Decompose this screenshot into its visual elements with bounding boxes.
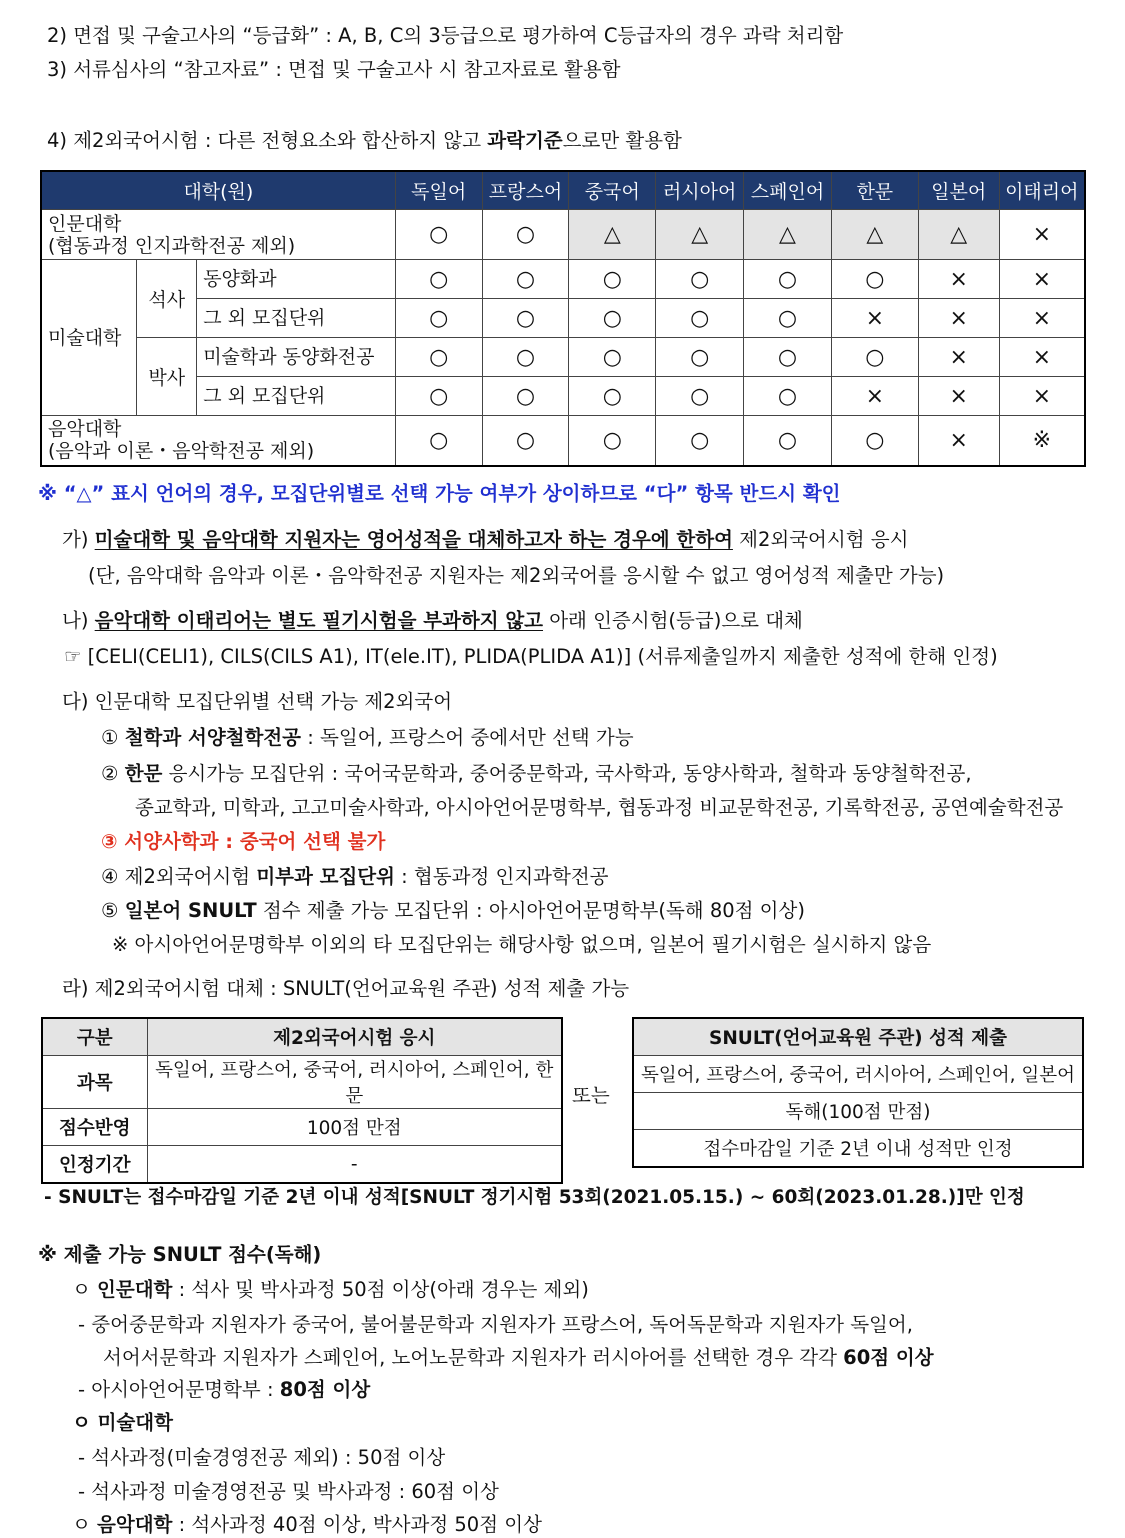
table-row: 그 외 모집단위 ○ ○ ○ ○ ○ × × × xyxy=(41,377,1085,416)
header-japanese: 일본어 xyxy=(918,171,999,210)
or-label: 또는 xyxy=(572,1084,610,1107)
note-na-sub: ☞ [CELI(CELI1), CILS(CILS A1), IT(ele.IT), PLIDA(PLIDA A1)] (서류제출일까지 제출한 성적에 한해 인정) xyxy=(64,645,998,668)
header-italian: 이태리어 xyxy=(999,171,1085,210)
header-russian: 러시아어 xyxy=(656,171,744,210)
header-french: 프랑스어 xyxy=(482,171,569,210)
table-row: 과목 독일어, 프랑스어, 중국어, 러시아어, 스페인어, 한문 xyxy=(42,1056,562,1109)
exam-header-exam: 제2외국어시험 응시 xyxy=(147,1018,562,1056)
art-masters: 석사 xyxy=(137,260,197,338)
note-na: 나) 음악대학 이태리어는 별도 필기시험을 부과하지 않고 아래 인증시험(등급)으로 대체 xyxy=(62,609,803,632)
table-row: 독해(100점 만점) xyxy=(633,1093,1083,1130)
note-da-4: ④ 제2외국어시험 미부과 모집단위 : 협동과정 인지과학전공 xyxy=(101,865,609,888)
language-table xyxy=(40,170,1086,467)
intro-line-2: 2) 면접 및 구술고사의 “등급화” : A, B, C의 3등급으로 평가하여 C등급자의 경우 과락 처리함 xyxy=(47,24,844,47)
snult-art-detail-1: - 석사과정(미술경영전공 제외) : 50점 이상 xyxy=(78,1446,446,1469)
table-row: 그 외 모집단위 ○ ○ ○ ○ ○ × × × xyxy=(41,299,1085,338)
note-da-5-sub: ※ 아시아언어문명학부 이외의 타 모집단위는 해당사항 없으며, 일본어 필기시험은 실시하지 않음 xyxy=(112,933,932,956)
note-da-1: ① 철학과 서양철학전공 : 독일어, 프랑스어 중에서만 선택 가능 xyxy=(101,726,634,749)
intro-line-3: 3) 서류심사의 “참고자료” : 면접 및 구술고사 시 참고자료로 활용함 xyxy=(47,58,621,81)
header-chinese: 중국어 xyxy=(569,171,656,210)
snult-table xyxy=(632,1017,1084,1168)
intro-line-4: 4) 제2외국어시험 : 다른 전형요소와 합산하지 않고 과락기준으로만 활용함 xyxy=(47,129,682,152)
note-ga: 가) 미술대학 및 음악대학 지원자는 영어성적을 대체하고자 하는 경우에 한하여 제2외국어시험 응시 xyxy=(62,528,909,551)
snult-validity: - SNULT는 접수마감일 기준 2년 이내 성적[SNULT 정기시험 53회(2021.05.15.) ~ 60회(2023.01.28.)]만 인정 xyxy=(44,1187,1025,1208)
note-ga-sub: (단, 음악대학 음악과 이론・음악학전공 지원자는 제2외국어를 응시할 수 없고 영어성적 제출만 가능) xyxy=(88,564,945,587)
table-row: 음악대학 (음악과 이론・음악학전공 제외) ○ ○ ○ ○ ○ ○ × ※ xyxy=(41,416,1085,466)
note-da-2-cont: 종교학과, 미학과, 고고미술사학과, 아시아언어문명학부, 협동과정 비교문학전공, 기록학전공, 공연예술학전공 xyxy=(135,796,1064,819)
snult-header: SNULT(언어교육원 주관) 성적 제출 xyxy=(633,1018,1083,1056)
table-row: 인문대학 (협동과정 인지과학전공 제외) ○ ○ △ △ △ △ △ × xyxy=(41,210,1085,260)
exam-header-category: 구분 xyxy=(42,1018,147,1056)
header-hanmun: 한문 xyxy=(831,171,918,210)
snult-humanities: ㅇ 인문대학 : 석사 및 박사과정 50점 이상(아래 경우는 제외) xyxy=(72,1278,589,1301)
note-da-3: ③ 서양사학과 : 중국어 선택 불가 xyxy=(101,830,386,853)
table-row: 점수반영 100점 만점 xyxy=(42,1109,562,1146)
note-da-2: ② 한문 응시가능 모집단위 : 국어국문학과, 중어중문학과, 국사학과, 동양사학과, 철학과 동양철학전공, xyxy=(101,762,972,785)
snult-humanities-detail-3: - 아시아언어문명학부 : 80점 이상 xyxy=(78,1378,371,1401)
table-row: 미술대학 석사 동양화과 ○ ○ ○ ○ ○ ○ × × xyxy=(41,260,1085,299)
note-da: 다) 인문대학 모집단위별 선택 가능 제2외국어 xyxy=(62,690,453,713)
exam-table xyxy=(41,1017,563,1184)
art-doctor: 박사 xyxy=(137,338,197,416)
language-table-header xyxy=(41,171,1085,210)
table-row: 인정기간 - xyxy=(42,1146,562,1184)
row-art-college: 미술대학 xyxy=(41,260,137,416)
note-ra: 라) 제2외국어시험 대체 : SNULT(언어교육원 주관) 성적 제출 가능 xyxy=(62,977,630,1000)
table-row: 박사 미술학과 동양화전공 ○ ○ ○ ○ ○ ○ × × xyxy=(41,338,1085,377)
table-row: 접수마감일 기준 2년 이내 성적만 인정 xyxy=(633,1130,1083,1168)
row-music: 음악대학 (음악과 이론・음악학전공 제외) xyxy=(41,416,395,466)
snult-score-title: ※ 제출 가능 SNULT 점수(독해) xyxy=(38,1243,322,1266)
snult-art-detail-2: - 석사과정 미술경영전공 및 박사과정 : 60점 이상 xyxy=(78,1480,499,1503)
snult-art: ㅇ 미술대학 xyxy=(72,1411,173,1434)
table-row: 독일어, 프랑스어, 중국어, 러시아어, 스페인어, 일본어 xyxy=(633,1056,1083,1093)
header-spanish: 스페인어 xyxy=(744,171,832,210)
snult-music: ㅇ 음악대학 : 석사과정 40점 이상, 박사과정 50점 이상 xyxy=(72,1513,542,1536)
header-german: 독일어 xyxy=(395,171,482,210)
triangle-note: ※ “△” 표시 언어의 경우, 모집단위별로 선택 가능 여부가 상이하므로 “다” 항목 반드시 확인 xyxy=(38,482,841,505)
snult-humanities-detail-2: 서어서문학과 지원자가 스페인어, 노어노문학과 지원자가 러시아어를 선택한 경우 각각 60점 이상 xyxy=(103,1346,934,1369)
note-da-5: ⑤ 일본어 SNULT 점수 제출 가능 모집단위 : 아시아언어문명학부(독해 80점 이상) xyxy=(101,899,805,922)
row-humanities: 인문대학 (협동과정 인지과학전공 제외) xyxy=(41,210,395,260)
snult-humanities-detail-1: - 중어중문학과 지원자가 중국어, 불어불문학과 지원자가 프랑스어, 독어독문학과 지원자가 독일어, xyxy=(78,1313,913,1336)
header-college: 대학(원) xyxy=(41,171,395,210)
